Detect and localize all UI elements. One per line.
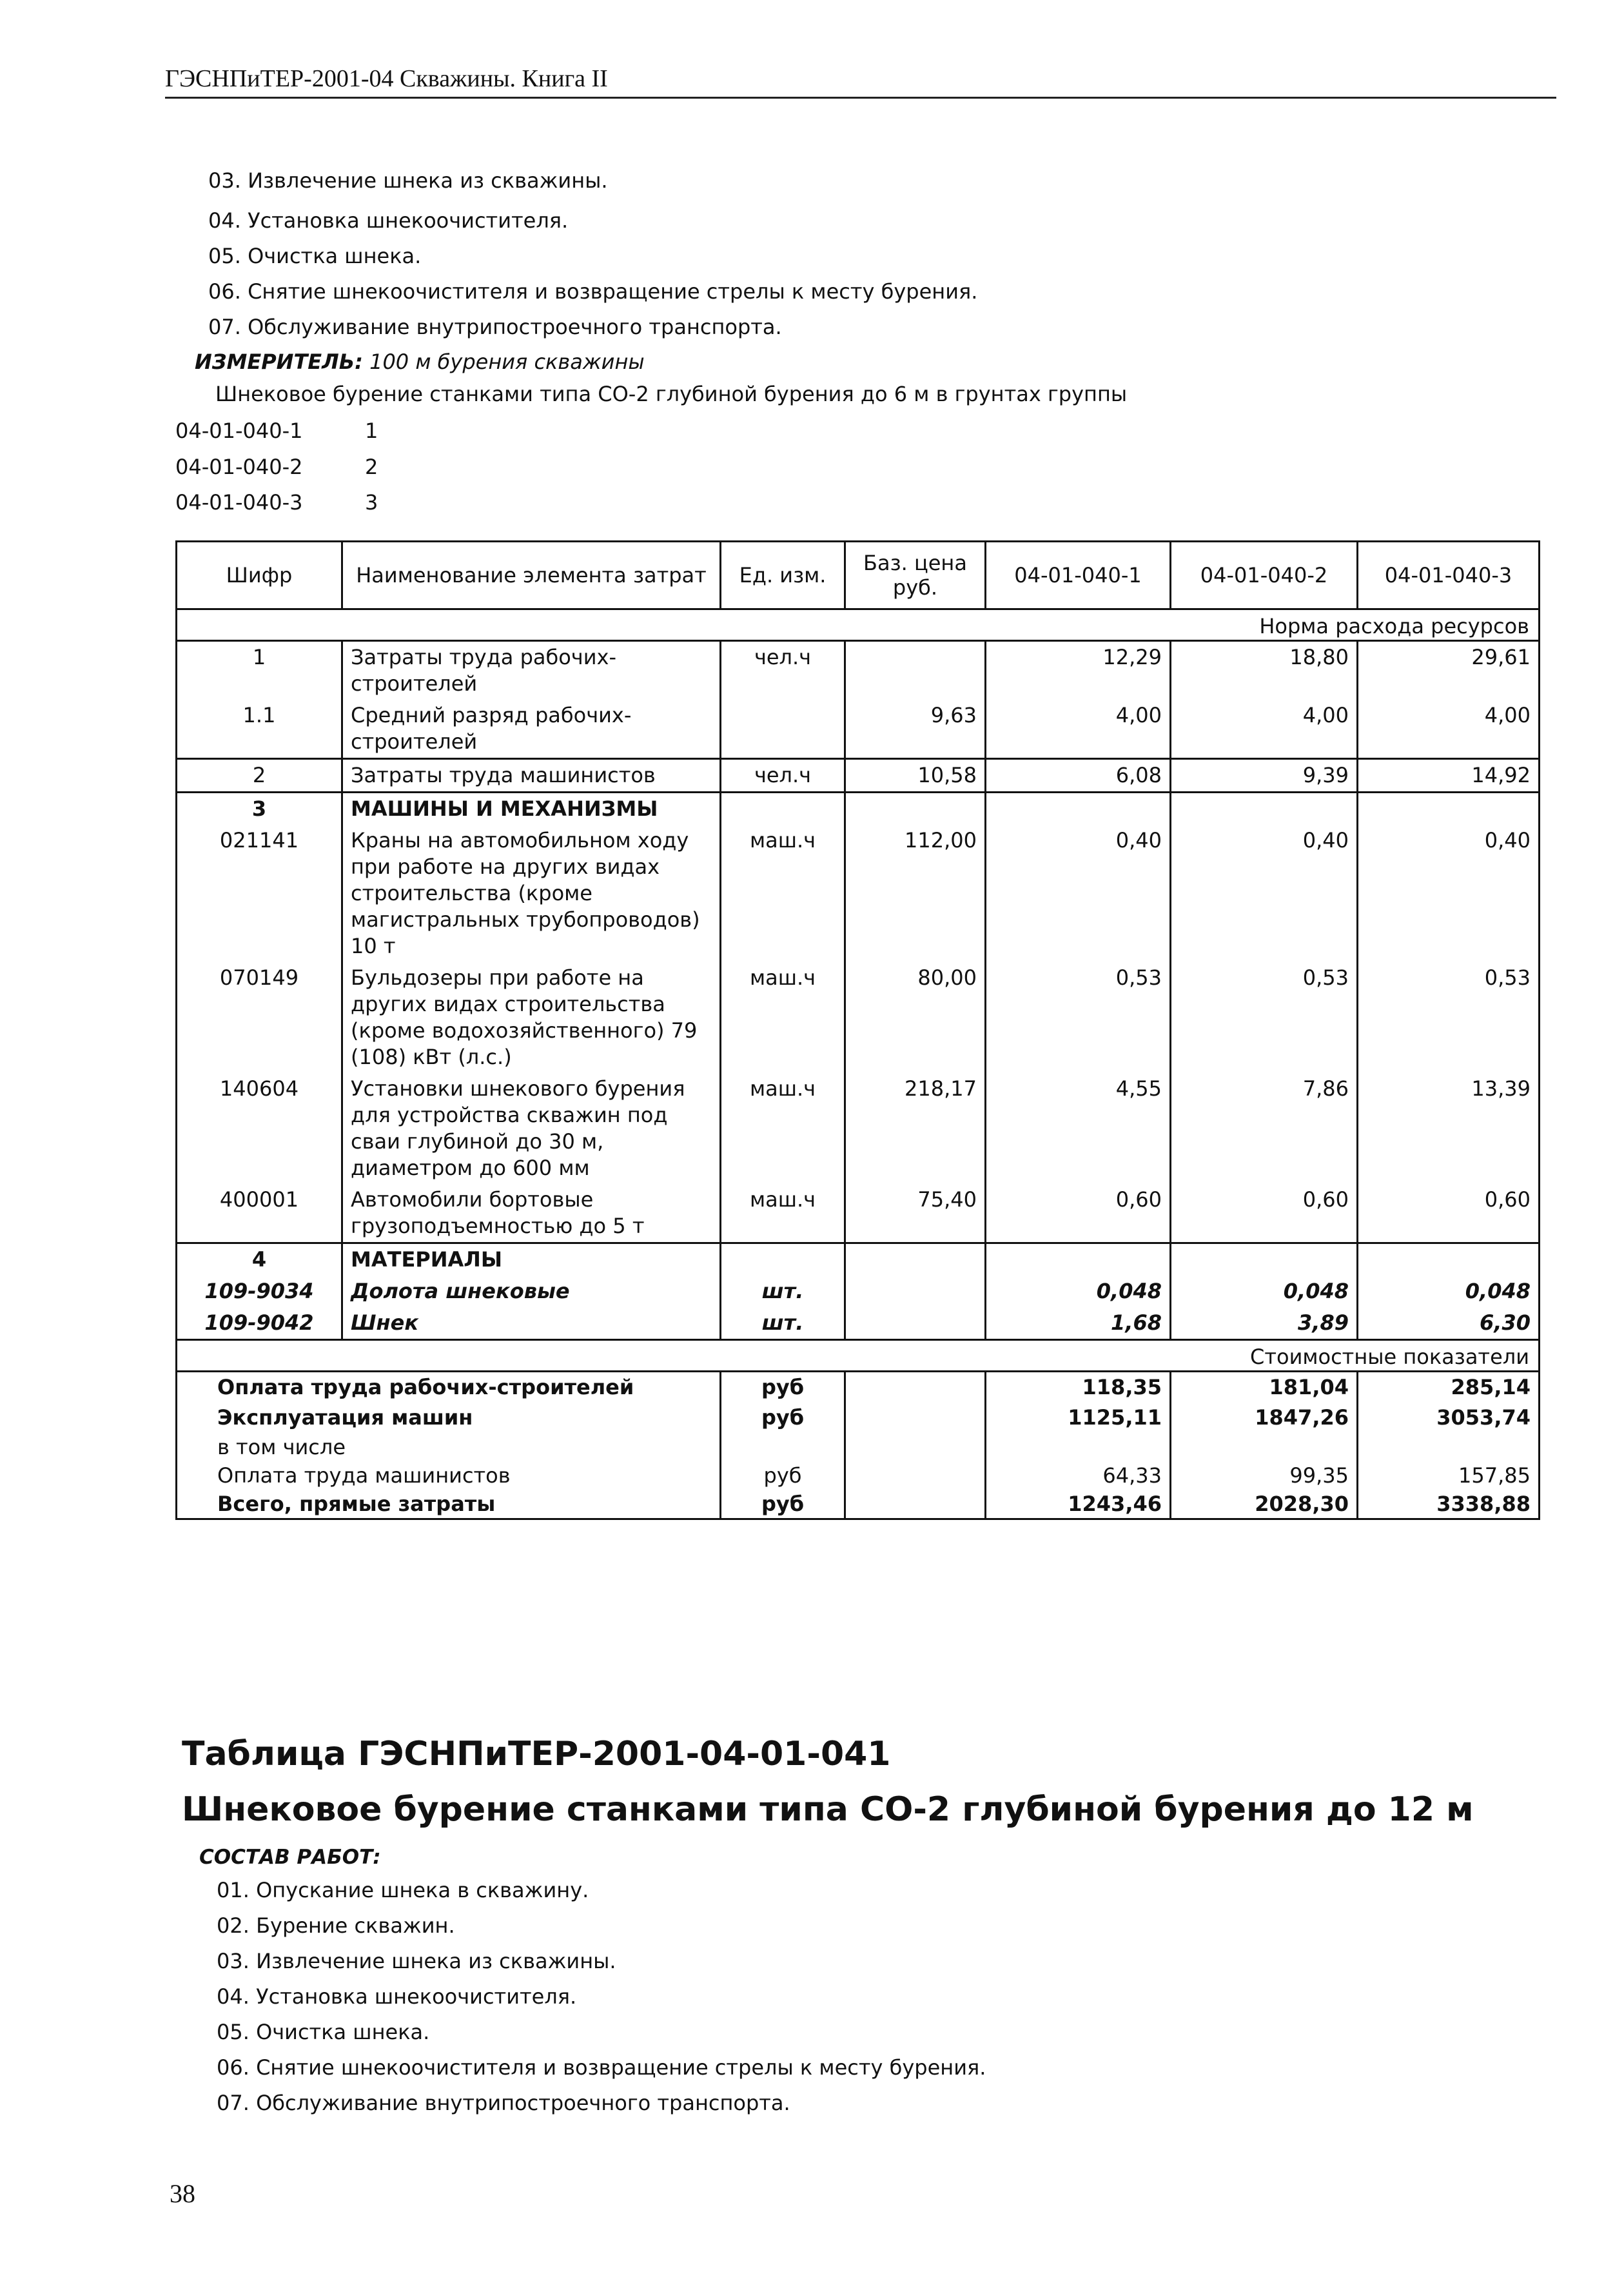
- row-value-3: 0,53: [1358, 962, 1540, 1073]
- section-materials: МАТЕРИАЛЫ: [342, 1243, 721, 1276]
- cost-value-2: 99,35: [1171, 1461, 1358, 1490]
- work-step: 04. Установка шнекоочистителя.: [217, 1984, 577, 2009]
- row-code: 070149: [177, 962, 342, 1073]
- norm-label: Норма расхода ресурсов: [177, 609, 1540, 641]
- cost-value-2: 1847,26: [1171, 1403, 1358, 1433]
- row-code: 109-9034: [177, 1276, 342, 1307]
- row-unit: маш.ч: [721, 1073, 845, 1184]
- row-price: [845, 1307, 986, 1340]
- work-step: 06. Снятие шнекоочистителя и возвращение стрелы к месту бурения.: [217, 2055, 986, 2080]
- cost-value-1: 1125,11: [986, 1403, 1171, 1433]
- row-value-2: 4,00: [1171, 700, 1358, 759]
- row-value-1: 4,55: [986, 1073, 1171, 1184]
- cost-row: [177, 1461, 1540, 1490]
- row-value-3: 14,92: [1358, 759, 1540, 793]
- code-id: 04-01-040-3: [175, 490, 303, 515]
- code-id: 04-01-040-2: [175, 455, 303, 479]
- row-unit: шт.: [721, 1276, 845, 1307]
- cost-value-3: 285,14: [1358, 1372, 1540, 1403]
- header-unit: Ед. изм.: [721, 542, 845, 609]
- cost-value-2: 2028,30: [1171, 1490, 1358, 1519]
- row-name: Долота шнековые: [342, 1276, 721, 1307]
- row-name: Средний разряд рабочих-строителей: [342, 700, 721, 759]
- row-code: 2: [177, 759, 342, 793]
- norm-label-row: [177, 609, 1540, 641]
- table-row: [177, 1276, 1540, 1307]
- resource-norms-table: [175, 540, 1540, 1520]
- work-step: 03. Извлечение шнека из скважины.: [217, 1949, 616, 1973]
- cost-unit: руб: [721, 1461, 845, 1490]
- row-code: 140604: [177, 1073, 342, 1184]
- row-price: 9,63: [845, 700, 986, 759]
- row-code: 4: [177, 1243, 342, 1276]
- cost-row: [177, 1490, 1540, 1519]
- table-row: [177, 793, 1540, 825]
- row-value-2: 7,86: [1171, 1073, 1358, 1184]
- work-step: 07. Обслуживание внутрипостроечного транспорта.: [208, 315, 782, 339]
- header-col-1: 04-01-040-1: [986, 542, 1171, 609]
- row-name: Затраты труда рабочих-строителей: [342, 641, 721, 700]
- cost-name: Эксплуатация машин: [177, 1403, 721, 1433]
- row-value-3: 0,40: [1358, 825, 1540, 962]
- header-price: Баз. цена руб.: [845, 542, 986, 609]
- table-subtitle: Шнековое бурение станками типа СО-2 глубиной бурения до 12 м: [182, 1790, 1474, 1829]
- table-row: [177, 825, 1540, 962]
- measure-label: ИЗМЕРИТЕЛЬ:: [195, 350, 363, 374]
- row-price: [845, 641, 986, 700]
- row-unit: шт.: [721, 1307, 845, 1340]
- cost-unit: руб: [721, 1372, 845, 1403]
- row-value-2: 0,40: [1171, 825, 1358, 962]
- row-name: Бульдозеры при работе на других видах строительства (кроме водохозяйственного) 79 (108) кВт (л.с.): [342, 962, 721, 1073]
- header-col-3: 04-01-040-3: [1358, 542, 1540, 609]
- cost-name: Оплата труда машинистов: [177, 1461, 721, 1490]
- cost-row: [177, 1372, 1540, 1403]
- row-code: 400001: [177, 1184, 342, 1243]
- row-value-2: 3,89: [1171, 1307, 1358, 1340]
- row-name: Затраты труда машинистов: [342, 759, 721, 793]
- code-id: 04-01-040-1: [175, 419, 303, 443]
- row-value-1: 6,08: [986, 759, 1171, 793]
- row-price: [845, 1276, 986, 1307]
- cost-name: Всего, прямые затраты: [177, 1490, 721, 1519]
- row-value-1: 0,40: [986, 825, 1171, 962]
- work-step: 05. Очистка шнека.: [208, 244, 422, 268]
- row-value-3: 13,39: [1358, 1073, 1540, 1184]
- table-row: [177, 759, 1540, 793]
- cost-value-2: 181,04: [1171, 1372, 1358, 1403]
- table-row: [177, 1073, 1540, 1184]
- work-step: 05. Очистка шнека.: [217, 2020, 430, 2044]
- work-step: 07. Обслуживание внутрипостроечного транспорта.: [217, 2091, 790, 2115]
- cost-value-1: 64,33: [986, 1461, 1171, 1490]
- row-price: 80,00: [845, 962, 986, 1073]
- cost-row: [177, 1433, 1540, 1461]
- work-step: 02. Бурение скважин.: [217, 1913, 455, 1938]
- row-value-3: 4,00: [1358, 700, 1540, 759]
- row-price: 10,58: [845, 759, 986, 793]
- page-number: 38: [170, 2179, 195, 2208]
- table-row: [177, 1307, 1540, 1340]
- row-value-2: 0,60: [1171, 1184, 1358, 1243]
- row-code: 021141: [177, 825, 342, 962]
- row-value-1: 0,048: [986, 1276, 1171, 1307]
- row-unit: маш.ч: [721, 825, 845, 962]
- section-machines: МАШИНЫ И МЕХАНИЗМЫ: [342, 793, 721, 825]
- cost-value-3: 3338,88: [1358, 1490, 1540, 1519]
- row-name: Автомобили бортовые грузоподъемностью до 5 т: [342, 1184, 721, 1243]
- row-code: 3: [177, 793, 342, 825]
- row-value-1: 1,68: [986, 1307, 1171, 1340]
- running-header: ГЭСНПиТЕР-2001-04 Скважины. Книга II: [165, 65, 608, 92]
- row-name: Краны на автомобильном ходу при работе на других видах строительства (кроме магистральных трубопроводов) 10 т: [342, 825, 721, 962]
- work-step: 04. Установка шнекоочистителя.: [208, 208, 569, 233]
- row-price: 218,17: [845, 1073, 986, 1184]
- header-name: Наименование элемента затрат: [342, 542, 721, 609]
- table-row: [177, 1184, 1540, 1243]
- header-col-2: 04-01-040-2: [1171, 542, 1358, 609]
- section-heading: Шнековое бурение станками типа СО-2 глубиной бурения до 6 м в грунтах группы: [215, 382, 1128, 406]
- cost-label: Стоимостные показатели: [177, 1340, 1540, 1372]
- row-value-1: 0,53: [986, 962, 1171, 1073]
- cost-name: в том числе: [177, 1433, 721, 1461]
- row-value-2: 18,80: [1171, 641, 1358, 700]
- cost-value-1: 1243,46: [986, 1490, 1171, 1519]
- table-row: [177, 700, 1540, 759]
- cost-value-3: 3053,74: [1358, 1403, 1540, 1433]
- row-unit: [721, 700, 845, 759]
- cost-value-3: 157,85: [1358, 1461, 1540, 1490]
- cost-unit: руб: [721, 1490, 845, 1519]
- row-code: 1: [177, 641, 342, 700]
- row-value-2: 0,53: [1171, 962, 1358, 1073]
- row-unit: маш.ч: [721, 962, 845, 1073]
- row-value-3: 0,048: [1358, 1276, 1540, 1307]
- code-group: 1: [365, 419, 378, 443]
- cost-value-1: 118,35: [986, 1372, 1171, 1403]
- work-step: 06. Снятие шнекоочистителя и возвращение стрелы к месту бурения.: [208, 279, 978, 304]
- row-value-2: 9,39: [1171, 759, 1358, 793]
- row-value-3: 6,30: [1358, 1307, 1540, 1340]
- table-row: [177, 1243, 1540, 1276]
- row-price: 75,40: [845, 1184, 986, 1243]
- header-code: Шифр: [177, 542, 342, 609]
- composition-label: СОСТАВ РАБОТ:: [199, 1846, 381, 1869]
- cost-label-row: [177, 1340, 1540, 1372]
- row-unit: чел.ч: [721, 641, 845, 700]
- cost-name: Оплата труда рабочих-строителей: [177, 1372, 721, 1403]
- row-value-3: 0,60: [1358, 1184, 1540, 1243]
- work-step: 03. Извлечение шнека из скважины.: [208, 168, 608, 193]
- row-code: 1.1: [177, 700, 342, 759]
- table-title: Таблица ГЭСНПиТЕР-2001-04-01-041: [182, 1735, 891, 1773]
- row-value-3: 29,61: [1358, 641, 1540, 700]
- table-row: [177, 962, 1540, 1073]
- row-name: Установки шнекового бурения для устройства скважин под сваи глубиной до 30 м, диаметром до 600 мм: [342, 1073, 721, 1184]
- table-row: [177, 641, 1540, 700]
- row-unit: маш.ч: [721, 1184, 845, 1243]
- measure-line: [195, 350, 645, 374]
- row-value-1: 0,60: [986, 1184, 1171, 1243]
- row-value-1: 4,00: [986, 700, 1171, 759]
- code-group: 3: [365, 490, 378, 515]
- measure-value: 100 м бурения скважины: [369, 350, 645, 374]
- work-step: 01. Опускание шнека в скважину.: [217, 1878, 589, 1902]
- row-value-2: 0,048: [1171, 1276, 1358, 1307]
- cost-row: [177, 1403, 1540, 1433]
- code-group: 2: [365, 455, 378, 479]
- row-code: 109-9042: [177, 1307, 342, 1340]
- row-name: Шнек: [342, 1307, 721, 1340]
- cost-unit: руб: [721, 1403, 845, 1433]
- header-rule: [165, 97, 1556, 99]
- row-price: 112,00: [845, 825, 986, 962]
- row-unit: чел.ч: [721, 759, 845, 793]
- row-value-1: 12,29: [986, 641, 1171, 700]
- table-header-row: [177, 542, 1540, 609]
